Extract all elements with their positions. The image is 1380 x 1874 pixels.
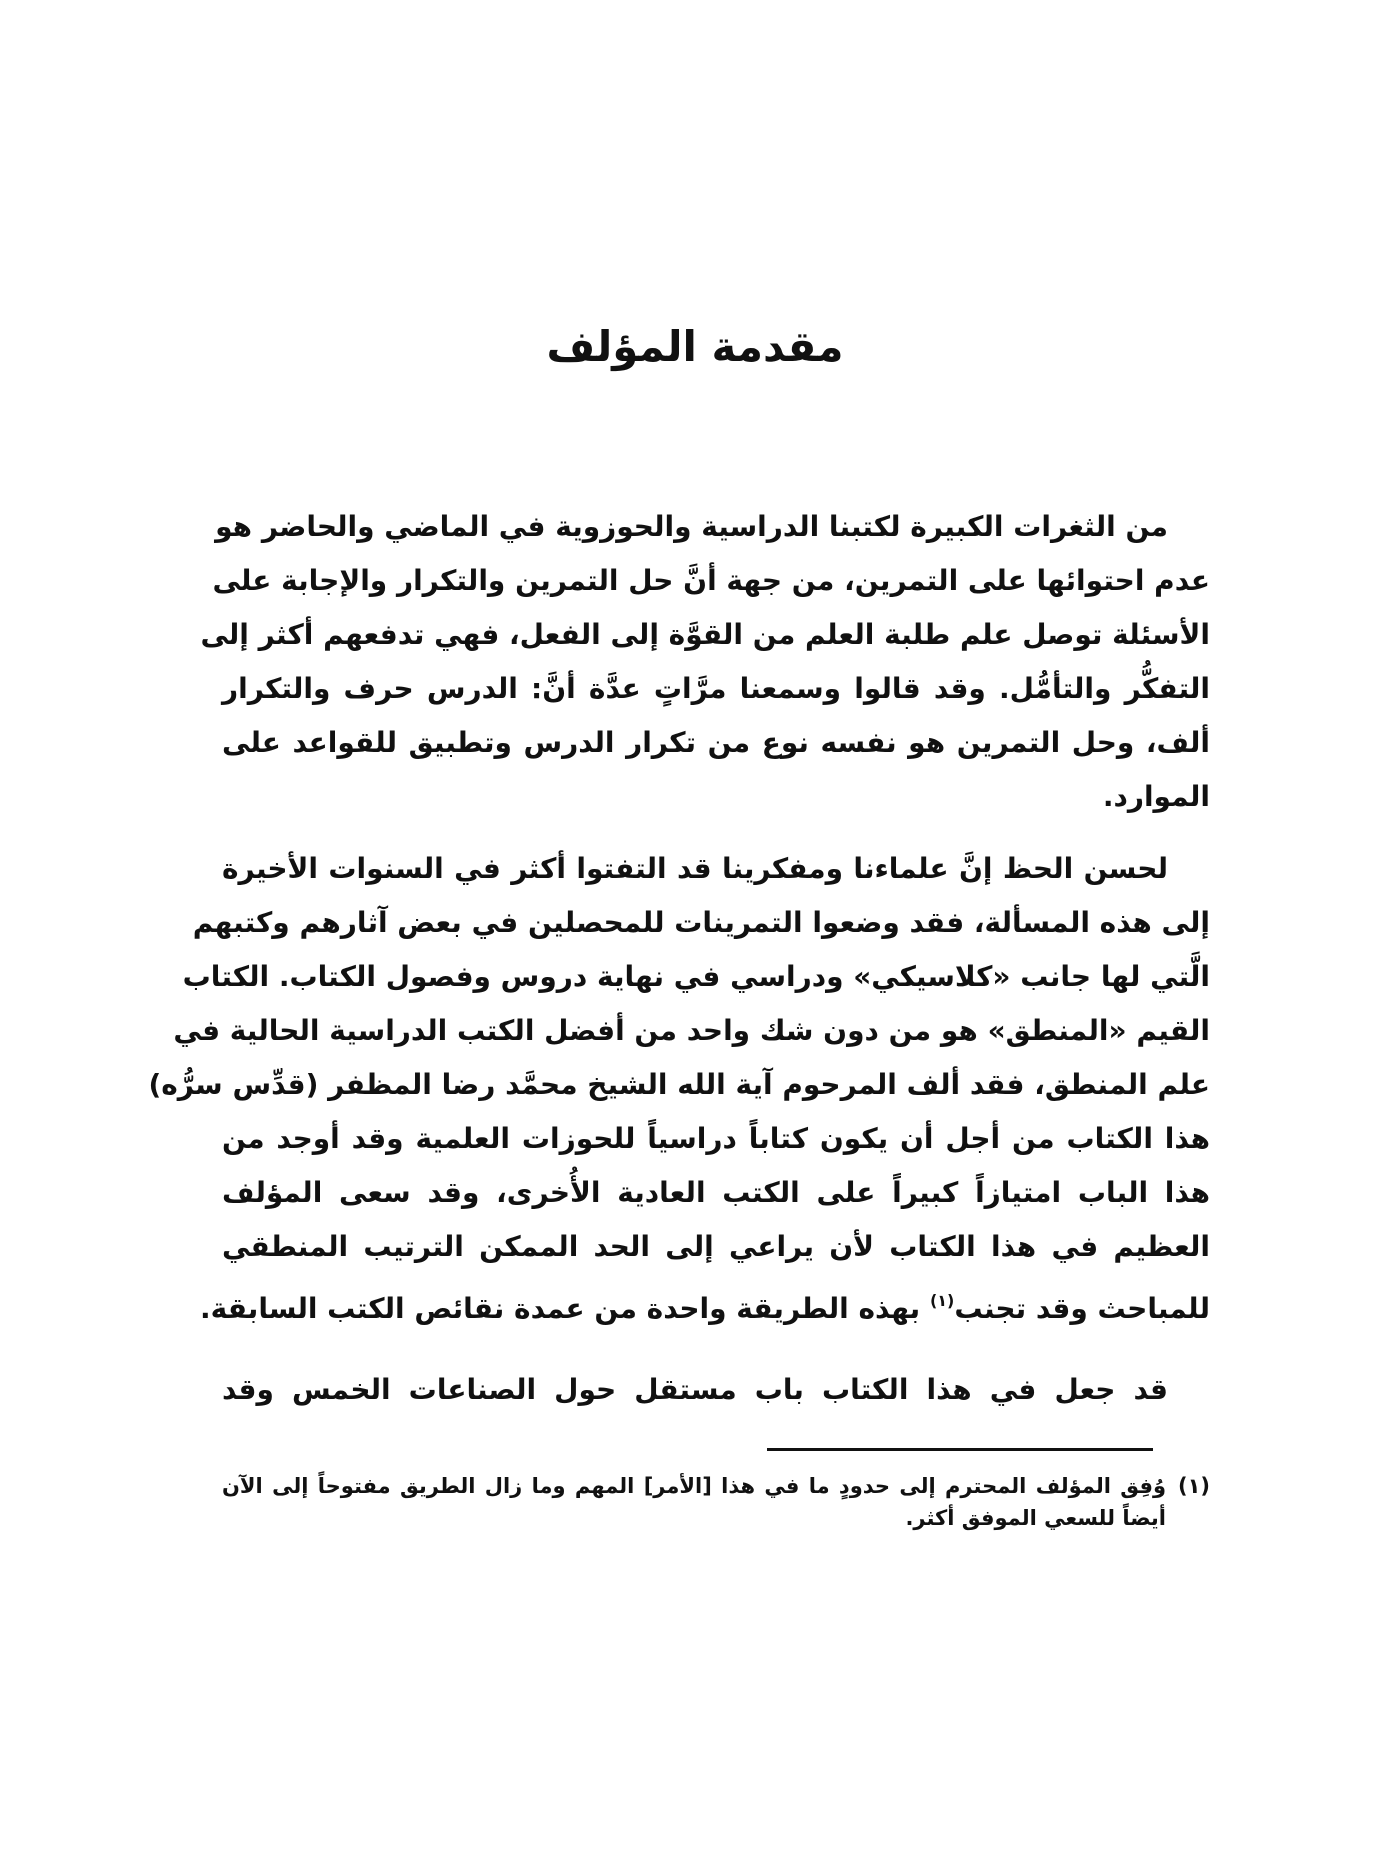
text-line: الأسئلة توصل علم طلبة العلم من القوَّة إلى الفعل، فهي تدفعهم أكثر إلى [200, 618, 1210, 651]
text-line: العظيم في هذا الكتاب لأن يراعي إلى الحد الممكن الترتيب المنطقي [222, 1230, 1210, 1263]
footnote-line: وُفِق المؤلف المحترم إلى حدودٍ ما في هذا [الأمر] المهم وما زال الطريق مفتوحاً إلى الآن [222, 1474, 1166, 1498]
paragraph-3 [222, 1363, 1210, 1417]
text-line: لحسن الحظ إنَّ علماءنا ومفكرينا قد التفتوا أكثر في السنوات الأخيرة [222, 852, 1168, 885]
page-title: مقدمة المؤلف [546, 322, 844, 371]
text-line [200, 1274, 1210, 1328]
paragraph-2 [148, 842, 1210, 1328]
footnote [222, 1470, 1210, 1534]
text-line: الَّتي لها جانب «كلاسيكي» ودراسي في نهاية دروس وفصول الكتاب. الكتاب [182, 960, 1210, 993]
text-line: علم المنطق، فقد ألف المرحوم آية الله الشيخ محمَّد رضا المظفر (قدِّس سرُّه) [148, 1068, 1210, 1101]
footnote-number: (١) [1177, 1474, 1210, 1498]
footnote-separator [767, 1448, 1153, 1451]
text-line: إلى هذه المسألة، فقد وضعوا التمرينات للمحصلين في بعض آثارهم وكتبهم [192, 906, 1210, 939]
paragraph-1 [200, 500, 1210, 824]
text-line: التفكُّر والتأمُّل. وقد قالوا وسمعنا مرَّاتٍ عدَّة أنَّ: الدرس حرف والتكرار [222, 672, 1210, 705]
text-line: هذا الكتاب من أجل أن يكون كتاباً دراسياً للحوزات العلمية وقد أوجد من [222, 1122, 1210, 1155]
text-line: من الثغرات الكبيرة لكتبنا الدراسية والحوزوية في الماضي والحاضر هو [215, 510, 1168, 543]
text-line: هذا الباب امتيازاً كبيراً على الكتب العادية الأُخرى، وقد سعى المؤلف [222, 1176, 1210, 1209]
text-line: قد جعل في هذا الكتاب باب مستقل حول الصناعات الخمس وقد [222, 1373, 1168, 1406]
text-line: الموارد. [1102, 780, 1210, 813]
text-line: ألف، وحل التمرين هو نفسه نوع من تكرار الدرس وتطبيق للقواعد على [222, 726, 1210, 759]
text-line: القيم «المنطق» هو من دون شك واحد من أفضل الكتب الدراسية الحالية في [173, 1014, 1210, 1047]
text-segment: للمباحث وقد تجنب [954, 1292, 1210, 1325]
text-segment: بهذه الطريقة واحدة من عمدة نقائص الكتب السابقة. [200, 1292, 930, 1325]
footnote-line: أيضاً للسعي الموفق أكثر. [905, 1506, 1166, 1530]
text-line: عدم احتوائها على التمرين، من جهة أنَّ حل التمرين والتكرار والإجابة على [212, 564, 1210, 597]
footnote-reference[interactable]: (١) [929, 1291, 955, 1310]
